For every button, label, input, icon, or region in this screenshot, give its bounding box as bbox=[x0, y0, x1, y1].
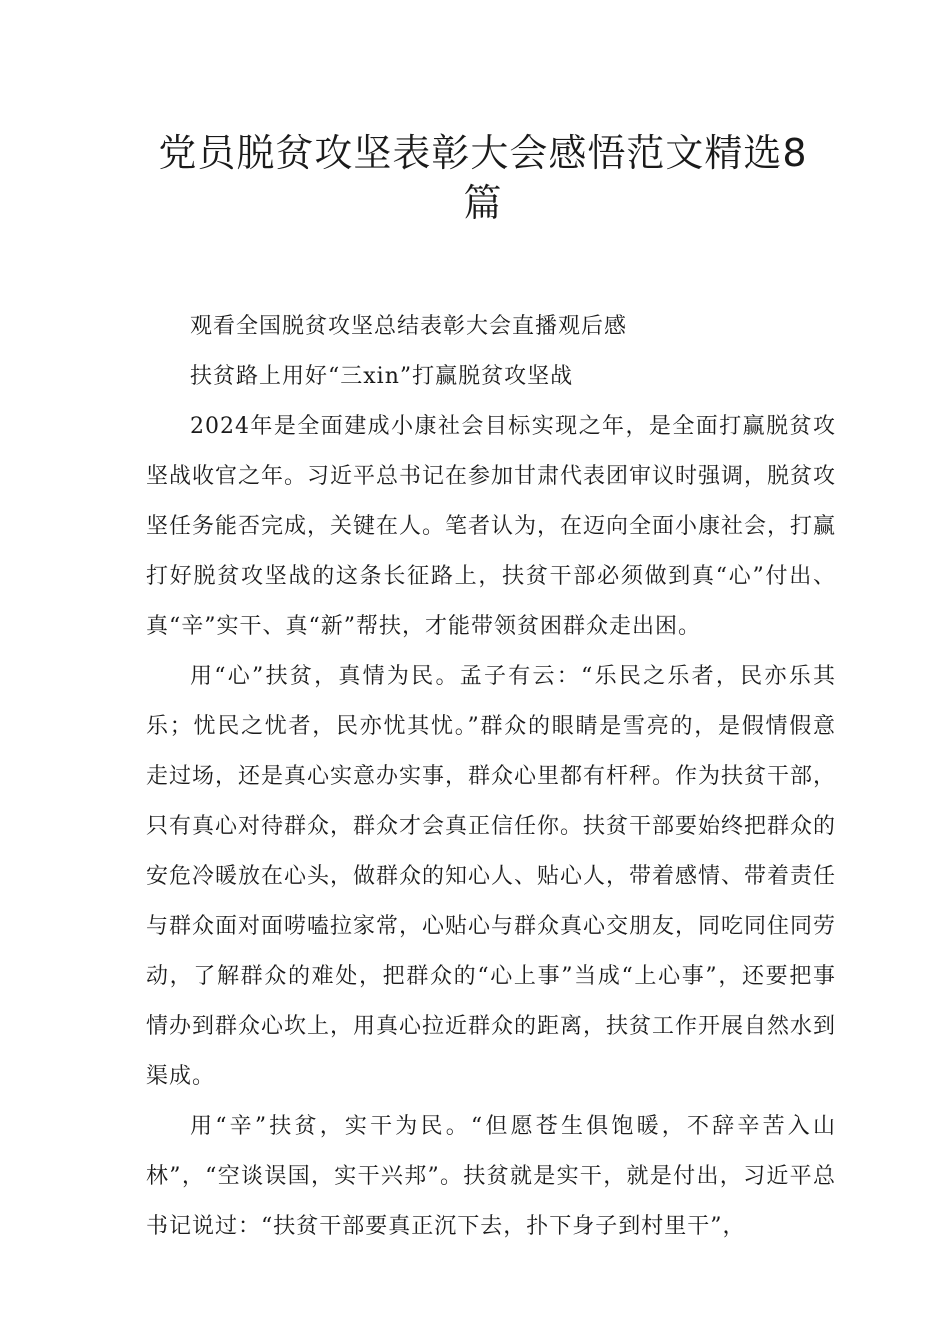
paragraph-subtitle-1: 观看全国脱贫攻坚总结表彰大会直播观后感 bbox=[190, 314, 628, 339]
paragraph-subtitle-2: 扶贫路上用好“三xin”打赢脱贫攻坚战 bbox=[190, 364, 574, 389]
document-title: 党员脱贫攻坚表彰大会感悟范文精选8篇 bbox=[158, 131, 808, 225]
paragraph-intro: 2024年是全面建成小康社会目标实现之年，是全面打赢脱贫攻坚战收官之年。习近平总书记在参加甘肃代表团审议时强调，脱贫攻坚任务能否完成，关键在人。笔者认为，在迈向全面小康社会，打赢打好脱贫攻坚战的这条长征路上，扶贫干部必须做到真“心”付出、真“辛”实干、真“新”帮扶，才能带领贫困群众走出困。 bbox=[146, 414, 837, 639]
paragraph-heart: 用“心”扶贫，真情为民。孟子有云：“乐民之乐者，民亦乐其乐；忧民之忧者，民亦忧其忧。”群众的眼睛是雪亮的，是假情假意走过场，还是真心实意办实事，群众心里都有杆秤。作为扶贫干部，只有真心对待群众，群众才会真正信任你。扶贫干部要始终把群众的安危冷暖放在心头，做群众的知心人、贴心人，带着感情、带着责任与群众面对面唠嗑拉家常，心贴心与群众真心交朋友，同吃同住同劳动，了解群众的难处，把群众的“心上事”当成“上心事”，还要把事情办到群众心坎上，用真心拉近群众的距离，扶贫工作开展自然水到渠成。 bbox=[146, 664, 837, 1089]
paragraph-hardwork: 用“辛”扶贫，实干为民。“但愿苍生俱饱暖，不辞辛苦入山林”，“空谈误国，实干兴邦”。扶贫就是实干，就是付出，习近平总书记说过：“扶贫干部要真正沉下去，扑下身子到村里干”， bbox=[146, 1114, 836, 1239]
document-body bbox=[146, 302, 837, 1252]
